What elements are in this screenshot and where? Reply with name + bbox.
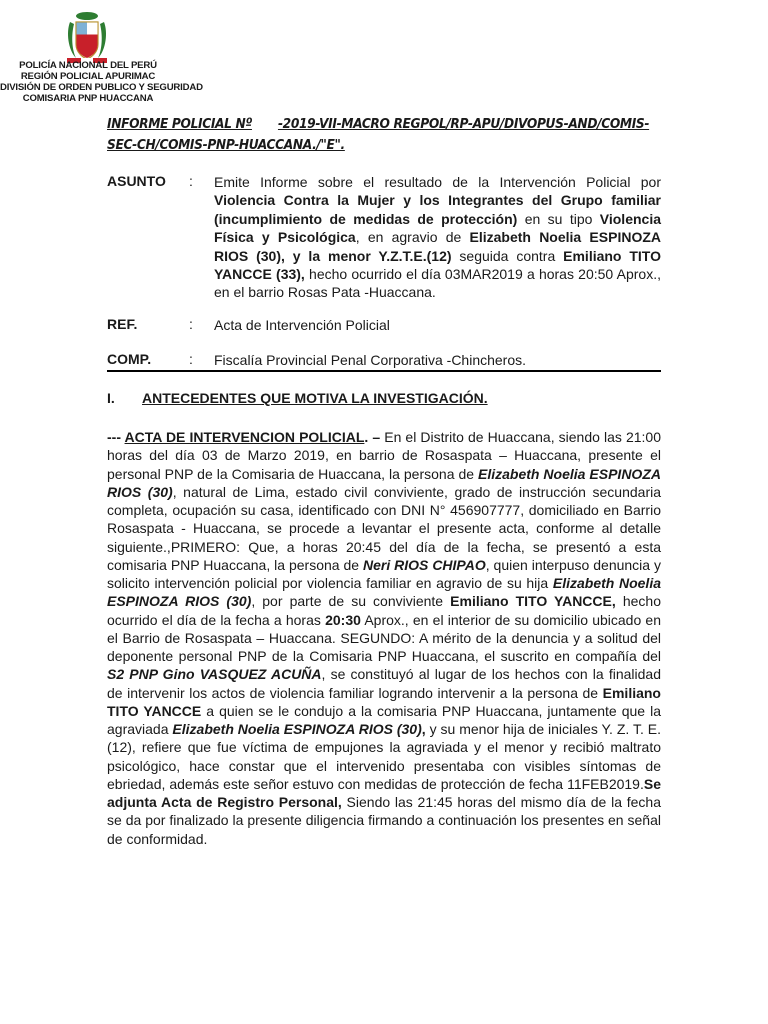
title-line2: SEC-CH/COMIS-PNP-HUACCANA./"E". (107, 137, 345, 153)
report-title (107, 114, 663, 156)
comp-label: COMP. (107, 351, 152, 367)
title-prefix: INFORME POLICIAL Nº (107, 116, 252, 132)
body-run: hecho ocurrido el día de la fecha a horas (107, 593, 661, 628)
body-run: , se constituyó al lugar de los hechos con la finalidad de intervenir los actos de violencia familiar logrando intervenir a la persona de (107, 666, 661, 701)
asunto-bold: Emiliano TITO YANCCE (33), (214, 247, 661, 283)
asunto-part: hecho ocurrido el día 03MAR2019 a horas 20:50 Aprox., en el barrio Rosas Pata -Huaccana. (214, 266, 661, 301)
institution-line: POLICÍA NACIONAL DEL PERÚ (19, 60, 157, 71)
body-run: a quien se le condujo a la comisaria PNP Huaccana, juntamente que la agraviada (107, 702, 661, 737)
section-number: I. (107, 390, 115, 406)
asunto-part: Emite Informe sobre el resultado de la Intervención Policial por (214, 174, 661, 190)
asunto-bold: Violencia Contra la Mujer y los Integrantes del Grupo familiar (incumplimiento de medidas de protección) (214, 192, 661, 227)
body-run: S2 PNP Gino VASQUEZ ACUÑA (107, 666, 322, 683)
asunto-bold: Elizabeth Noelia ESPINOZA RIOS (30), y la menor Y.Z.T.E.(12) (214, 229, 661, 264)
asunto-text (214, 173, 661, 302)
body-run: Elizabeth Noelia ESPINOZA RIOS (30) (107, 575, 661, 610)
section-title: ANTECEDENTES QUE MOTIVA LA INVESTIGACIÓN. (142, 390, 488, 406)
ref-value: Acta de Intervención Policial (214, 317, 390, 333)
body-run: , por parte de su conviviente (251, 593, 451, 610)
coat-of-arms-icon (64, 10, 110, 64)
asunto-colon: : (189, 173, 193, 189)
ref-colon: : (189, 316, 193, 332)
institution-header (0, 60, 203, 104)
asunto-label: ASUNTO (107, 173, 166, 189)
comp-value: Fiscalía Provincial Penal Corporativa -Chincheros. (214, 352, 527, 368)
title-line1-rest: -2019-VII-MACRO REGPOL/RP-APU/DIVOPUS-AND/COMIS- (277, 116, 650, 132)
body-run: Elizabeth Noelia ESPINOZA RIOS (30) (107, 465, 661, 500)
body-run: Aprox., en el interior de su domicilio ubicado en el Barrio de Rosaspata – Huaccana. SEGUNDO: A mérito de la denuncia y a solitud del deponente personal PNP de la Comisaria PNP Huaccana, el suscrito en compañía del (107, 611, 662, 664)
institution-line: REGIÓN POLICIAL APURIMAC (20, 71, 156, 82)
asunto-part: seguida contra (451, 247, 564, 264)
body-run: Emiliano TITO YANCCE (107, 684, 661, 719)
asunto-bold: Violencia Física y Psicológica (214, 210, 661, 246)
body-paragraph (107, 428, 661, 848)
body-run: . – (364, 429, 381, 445)
body-run: --- (107, 429, 125, 445)
asunto-part: en su tipo (517, 210, 600, 227)
institution-line: COMISARIA PNP HUACCANA (22, 93, 154, 104)
body-run: Siendo las 21:45 horas del mismo día de la fecha se da por finalizado la presente diligencia firmando a continuación los presentes en señal de conformidad. (107, 794, 661, 847)
body-run: ACTA DE INTERVENCION POLICIAL (124, 429, 365, 445)
body-run: , quien interpuso denuncia y solicito intervención policial por violencia familiar en agravio de su hija (107, 556, 662, 591)
body-run: Emiliano TITO YANCCE, (450, 593, 616, 610)
institution-line: DIVISIÓN DE ORDEN PUBLICO Y SEGURIDAD (0, 82, 203, 93)
comp-colon: : (189, 351, 193, 367)
body-run: Elizabeth Noelia ESPINOZA RIOS (30) (172, 721, 422, 737)
body-run: , (421, 721, 426, 737)
body-run: En el Distrito de Huaccana, siendo las 21:00 horas del día 03 de Marzo 2019, en barrio de Rosaspata – Huaccana, presente el personal PNP de la Comisaria de Huaccana, la persona de (107, 429, 661, 482)
body-run: , natural de Lima, estado civil conviviente, grado de instrucción secundaria completa, ocupación su casa, identificado con DNI N° 456907777, domiciliado en Barrio Rosaspata - Huaccana, se procede a levantar el presente acta, conforme al detalle siguiente.,PRIMERO: Que, a horas 20:45 del día de la fecha, se presentó a esta comisaria PNP Huaccana, la persona de (107, 483, 662, 573)
body-run: Neri RIOS CHIPAO (363, 556, 486, 573)
body-run: Se adjunta Acta de Registro Personal, (107, 775, 661, 810)
body-run: 20:30 (325, 611, 361, 628)
body-run: y su menor hija de iniciales Y. Z. T. E. (12), refiere que fue víctima de empujones la agraviada y el menor y recibió maltrato psicológico, hace constar que el intervenido presentaba con visibles síntomas de ebriedad, además este señor estuvo con medidas de protección de fecha 11FEB2019. (107, 721, 661, 792)
divider (107, 370, 661, 372)
asunto-part: , en agravio de (355, 229, 470, 246)
ref-label: REF. (107, 316, 138, 332)
section-heading (107, 390, 488, 406)
